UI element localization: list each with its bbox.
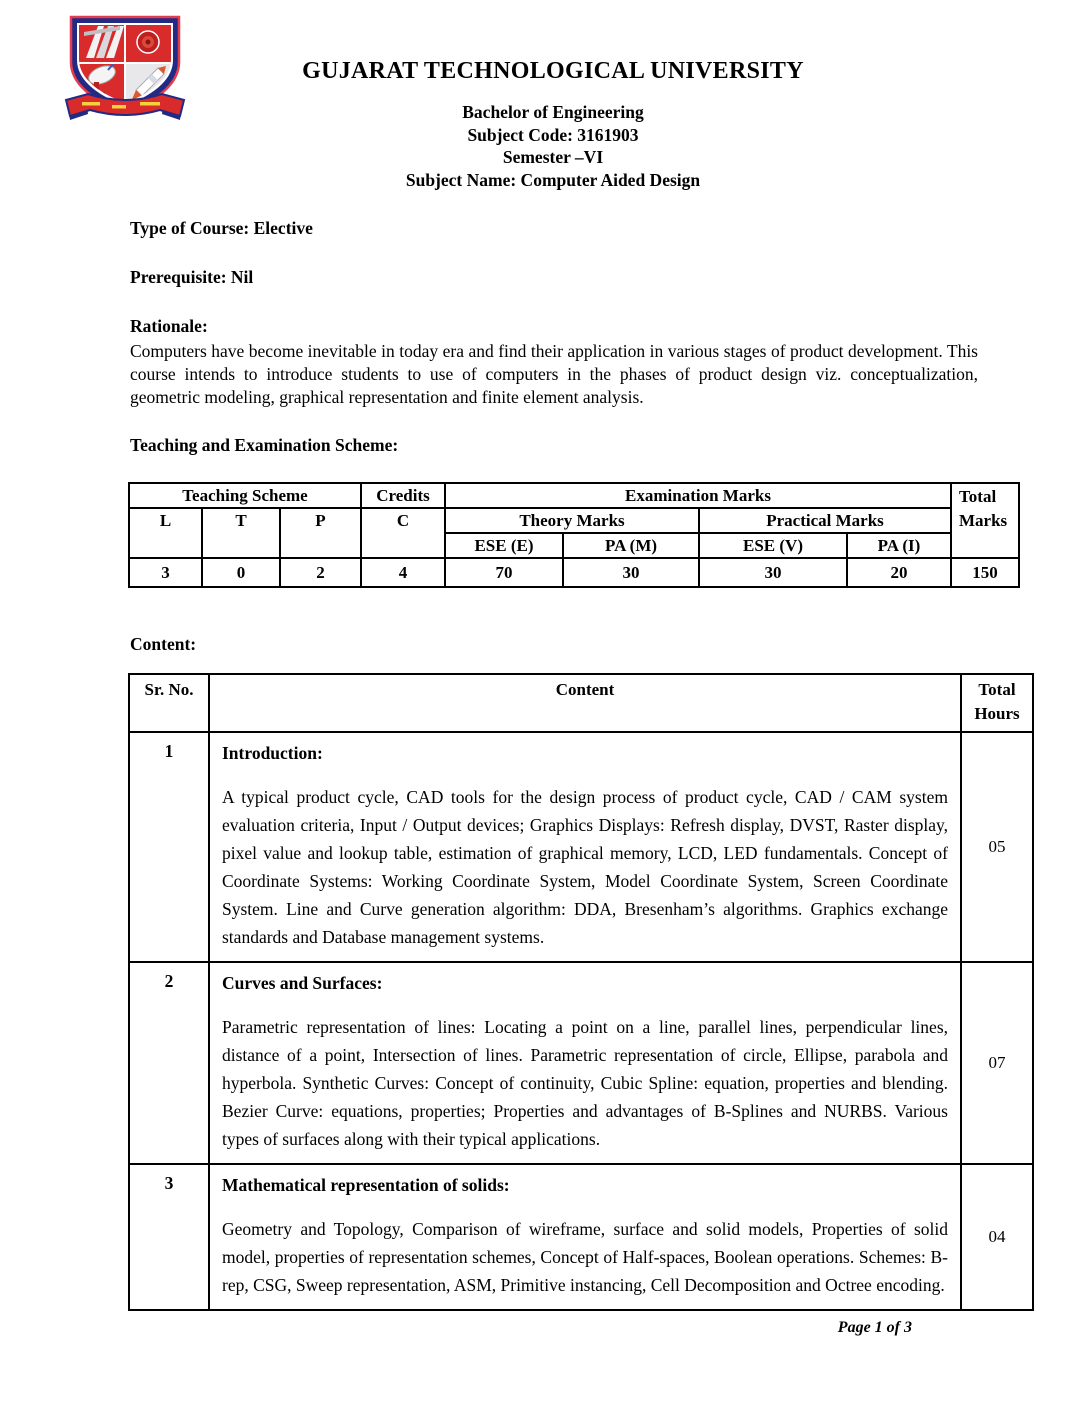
row-hours: 07 xyxy=(961,962,1033,1164)
page-title: GUJARAT TECHNOLOGICAL UNIVERSITY xyxy=(302,58,804,84)
col-header-pa-m: PA (M) xyxy=(563,533,699,558)
unit-title: Mathematical representation of solids: xyxy=(222,1175,510,1195)
table-row xyxy=(129,732,1033,962)
col-header-ese-e: ESE (E) xyxy=(445,533,563,558)
type-of-course-line: Type of Course: Elective xyxy=(130,218,313,238)
row-hours: 05 xyxy=(961,732,1033,962)
page-number: Page 1 of 3 xyxy=(837,1319,912,1336)
content-header-row xyxy=(129,674,1033,732)
content-section-heading: Content: xyxy=(130,634,197,654)
col-header-t: T xyxy=(202,508,280,558)
row-content-cell xyxy=(209,962,961,1164)
col-header-l: L xyxy=(129,508,202,558)
col-header-p: P xyxy=(280,508,361,558)
value-total-marks: 150 xyxy=(951,558,1019,587)
value-l: 3 xyxy=(129,558,202,587)
value-p: 2 xyxy=(280,558,361,587)
value-pa-m: 30 xyxy=(563,558,699,587)
unit-title: Curves and Surfaces: xyxy=(222,973,383,993)
sr-no-header: Sr. No. xyxy=(129,674,209,732)
value-pa-i: 20 xyxy=(847,558,951,587)
scheme-section-heading: Teaching and Examination Scheme: xyxy=(130,435,399,455)
row-content-cell xyxy=(209,1164,961,1310)
content-header: Content xyxy=(209,674,961,732)
row-sr-no: 1 xyxy=(129,732,209,962)
value-ese-e: 70 xyxy=(445,558,563,587)
practical-marks-header: Practical Marks xyxy=(699,508,951,533)
gtu-logo-icon xyxy=(58,12,192,126)
unit-body: Geometry and Topology, Comparison of wireframe, surface and solid models, Properties of solid model, properties of representation schemes, Concept of Half-spaces, Boolean operations. Schemes: B-rep, CSG, Sweep representation, ASM, Primitive instancing, Cell Decomposition and Octree encoding. xyxy=(222,1219,948,1295)
col-header-c: C xyxy=(361,508,445,558)
scheme-values-row xyxy=(129,558,1019,587)
rationale-paragraph: Computers have become inevitable in today era and find their application in various stages of product development. This course intends to introduce students to use of computers in the phases of product design viz. conceptualization, geometric modeling, graphical representation and finite element analysis. xyxy=(130,341,978,407)
col-header-pa-i: PA (I) xyxy=(847,533,951,558)
gtu-shield-icon xyxy=(58,12,192,126)
table-row xyxy=(129,962,1033,1164)
table-row xyxy=(129,1164,1033,1310)
semester-line: Semester –VI xyxy=(502,147,604,167)
total-marks-header: Total Marks xyxy=(951,483,1019,558)
value-c: 4 xyxy=(361,558,445,587)
examination-marks-header: Examination Marks xyxy=(445,483,951,508)
scheme-header-row-1 xyxy=(129,483,1019,508)
prerequisite-line: Prerequisite: Nil xyxy=(130,267,254,287)
row-sr-no: 2 xyxy=(129,962,209,1164)
unit-body: Parametric representation of lines: Locating a point on a line, parallel lines, perpendicular lines, distance of a point, Intersection of lines. Parametric representation of circle, Ellipse, parabola and hyperbola. Synthetic Curves: Concept of continuity, Cubic Spline: equation, properties and blending. Bezier Curve: equations, properties; Properties and advantages of B-Splines and NURBS. Various types of surfaces along with their typical applications. xyxy=(222,1017,948,1149)
scheme-header-row-2 xyxy=(129,508,1019,533)
unit-title: Introduction: xyxy=(222,743,323,763)
degree-line: Bachelor of Engineering xyxy=(462,102,644,122)
value-t: 0 xyxy=(202,558,280,587)
row-sr-no: 3 xyxy=(129,1164,209,1310)
content-table xyxy=(128,673,1034,1311)
value-ese-v: 30 xyxy=(699,558,847,587)
subject-code-line: Subject Code: 3161903 xyxy=(467,124,639,145)
total-hours-header: Total Hours xyxy=(961,674,1033,732)
row-hours: 04 xyxy=(961,1164,1033,1310)
credits-header: Credits xyxy=(361,483,445,508)
unit-body: A typical product cycle, CAD tools for the design process of product cycle, CAD / CAM system evaluation criteria, Input / Output devices; Graphics Displays: Refresh display, DVST, Raster display, pixel value and lookup table, estimation of graphical memory, LCD, LED fundamentals. Concept of Coordinate Systems: Working Coordinate System, Model Coordinate System, Screen Coordinate System. Line and Curve generation algorithm: DDA, Bresenham’s algorithms. Graphics exchange standards and Database management systems. xyxy=(222,787,948,947)
subject-name-line: Subject Name: Computer Aided Design xyxy=(405,169,701,190)
crest-icon xyxy=(137,31,159,53)
row-content-cell xyxy=(209,732,961,962)
teaching-scheme-header: Teaching Scheme xyxy=(129,483,361,508)
document-body xyxy=(130,218,1020,1337)
col-header-ese-v: ESE (V) xyxy=(699,533,847,558)
theory-marks-header: Theory Marks xyxy=(445,508,699,533)
rationale-heading: Rationale: xyxy=(130,316,208,336)
teaching-examination-scheme-table xyxy=(128,482,1020,588)
